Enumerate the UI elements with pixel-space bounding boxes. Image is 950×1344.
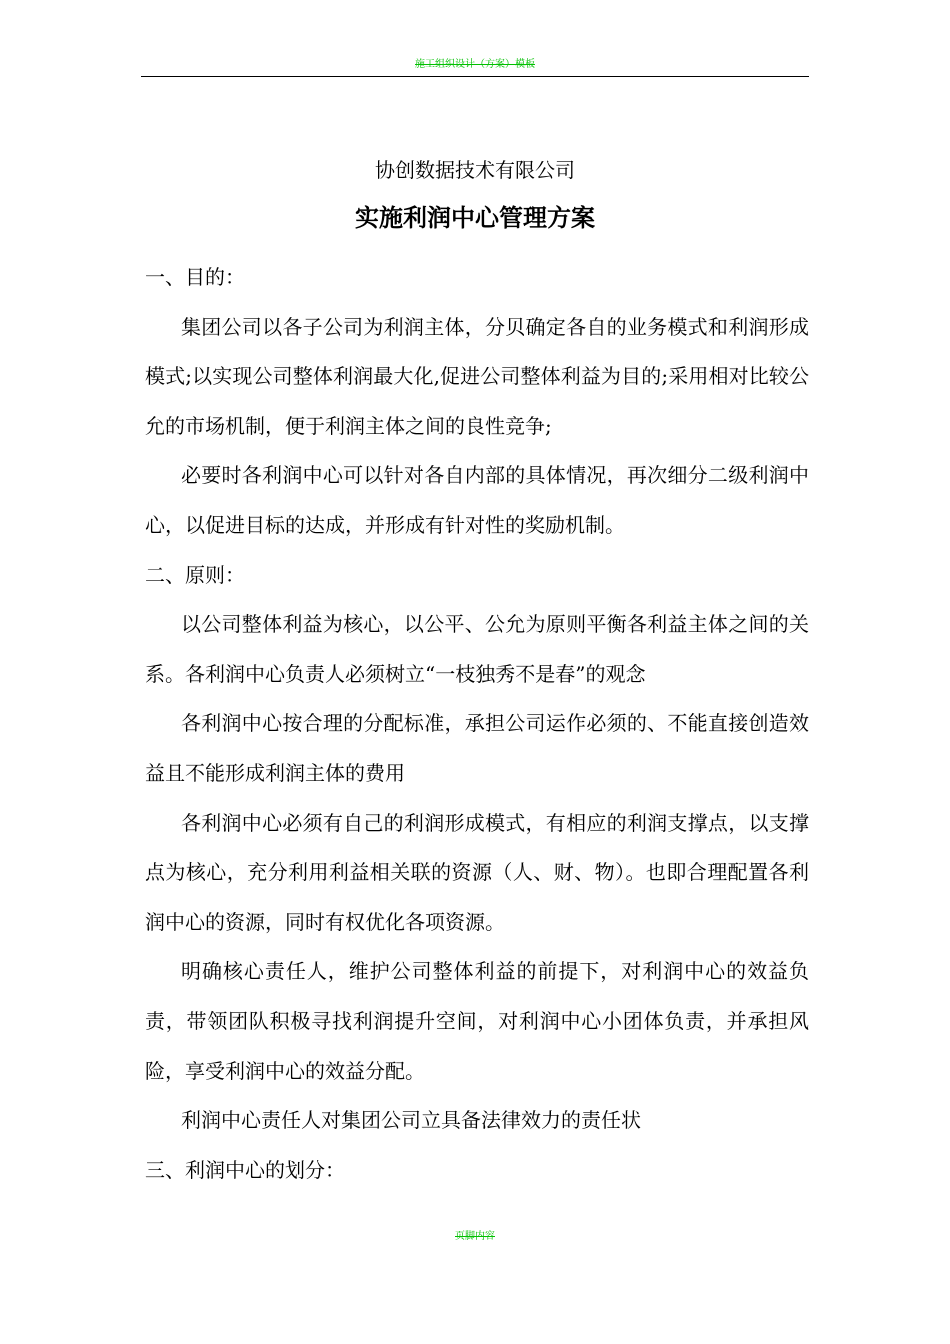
- page-header-text: 施工组织设计（方案）模板: [415, 59, 535, 70]
- body-paragraph: 集团公司以各子公司为利润主体，分贝确定各自的业务模式和利润形成模式;以实现公司整体利润最大化,促进公司整体利益为目的;采用相对比较公允的市场机制，便于利润主体之间的良性竞争;: [145, 314, 809, 438]
- section-heading-division: 三、利润中心的划分：: [145, 1157, 345, 1182]
- document-body: [145, 253, 809, 1195]
- body-paragraph: 必要时各利润中心可以针对各自内部的具体情况，再次细分二级利润中心，以促进目标的达成，并形成有针对性的奖励机制。: [145, 463, 809, 537]
- section-heading-purpose: 一、目的：: [145, 265, 245, 289]
- body-paragraph: 各利润中心必须有自己的利润形成模式，有相应的利润支撑点，以支撑点为核心，充分利用利益相关联的资源（人、财、物）。也即合理配置各利润中心的资源，同时有权优化各项资源。: [145, 810, 809, 934]
- body-paragraph: 以公司整体利益为核心，以公平、公允为原则平衡各利益主体之间的关系。各利润中心负责人必须树立“一枝独秀不是春”的观念: [145, 612, 809, 686]
- body-paragraph: 各利润中心按合理的分配标准，承担公司运作必须的、不能直接创造效益且不能形成利润主体的费用: [145, 711, 809, 785]
- body-paragraph: 明确核心责任人，维护公司整体利益的前提下，对利润中心的效益负责，带领团队积极寻找利润提升空间，对利润中心小团体负责，并承担风险，享受利润中心的效益分配。: [145, 959, 809, 1083]
- header-divider: [141, 76, 809, 77]
- page-footer-text: 页脚内容: [455, 1231, 495, 1242]
- body-paragraph: 利润中心责任人对集团公司立具备法律效力的责任状: [181, 1108, 641, 1133]
- section-heading-principles: 二、原则：: [145, 562, 245, 587]
- document-title: 实施利润中心管理方案: [355, 204, 595, 232]
- company-name: 协创数据技术有限公司: [375, 158, 575, 182]
